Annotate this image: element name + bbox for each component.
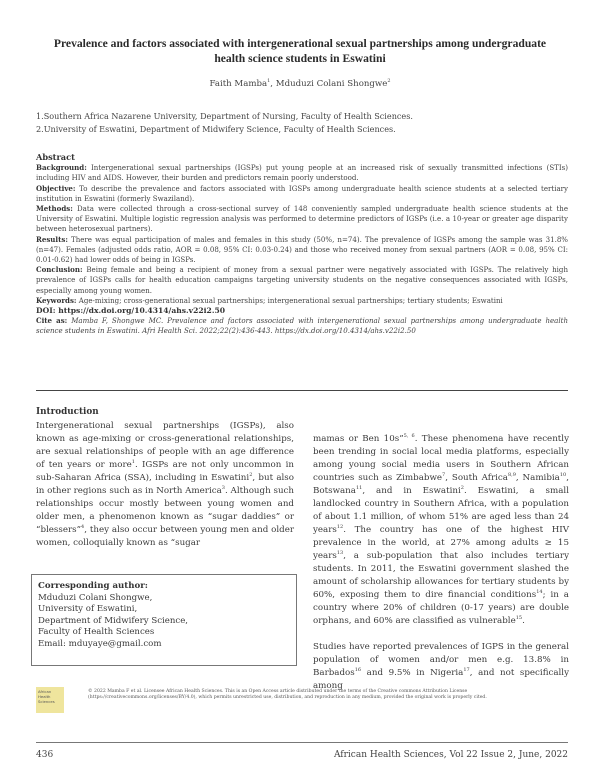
paragraph-text: . The country has one of the highest HIV prevalence in the world, at 27% among adults ≥ 15 years [313, 525, 569, 561]
paragraph-text: , Namibia [515, 473, 560, 483]
section-label: Objective: [36, 183, 76, 193]
reference-mark[interactable]: 3 [221, 485, 225, 492]
journal-logo [36, 687, 64, 713]
reference-mark[interactable]: 15 [515, 615, 523, 622]
paragraph-text: , and not specifically among [313, 668, 569, 691]
section-text: Age-mixing; cross-generational sexual partnerships; intergenerational sexual partnerships; tertiary students; Eswatini [76, 295, 503, 305]
corresponding-line: Mduduzi Colani Shongwe, [38, 592, 153, 603]
paragraph-text: , a sub-population that also includes tertiary students. In 2011, the Eswatini government slashed the amount of scholarship allowances for tertiary students by 60%, exposing them to dire financial conditions [313, 551, 569, 600]
reference-mark[interactable]: 2 [249, 472, 253, 479]
paragraph-text: . These phenomena have recently been trending in social local media platforms, especially among young social media users in Southern African countries such as Zimbabwe [313, 434, 569, 483]
author-line [40, 79, 560, 89]
paragraph-text: mamas or Ben 10s” [313, 434, 404, 444]
paragraph-text: . IGSPs are not only uncommon in sub-Saharan Africa (SSA), including in Eswatini [36, 460, 294, 483]
section-text: Data were collected through a cross-sectional survey of 148 conveniently sampled undergraduate health science students at the University of Eswatini. Multiple logistic regression analysis was performed to determine predictors of IGSPs (i.e. a 10-year or greater age disparity between heterosexual partners). [36, 204, 568, 234]
section-text: Being female and being a recipient of money from a sexual partner were negatively associated with IGSPs. The relatively high prevalence of IGSPs calls for health education campaigns targeting university students on the negative consequences associated with IGSPs, especially among young women. [36, 265, 568, 295]
paragraph-text: , South Africa [445, 473, 508, 483]
reference-mark[interactable]: 14 [536, 589, 543, 596]
abstract-keywords [36, 296, 568, 306]
corresponding-line: Faculty of Health Sciences [38, 627, 155, 637]
reference-mark[interactable]: 8,9 [507, 472, 516, 479]
reference-mark[interactable]: 4 [81, 524, 85, 531]
section-divider [36, 390, 568, 391]
author-name: Faith Mamba [209, 79, 268, 89]
reference-mark[interactable]: 11 [355, 485, 363, 492]
license-notice: © 2022 Mamba F et al. Licensee African Health Sciences. This is an Open Access article distributed under the terms of the Creative commons Attribution License (https://creativecommons.org/licenses/BY/4.0), which permits unrestricted use, distribution, and reproduction in any medium, provided the original work is properly cited. [88, 689, 487, 701]
reference-mark[interactable]: 2 [460, 485, 464, 492]
reference-mark[interactable]: 5, 6 [403, 433, 415, 440]
doi-link[interactable]: DOI: https://dx.doi.org/10.4314/ahs.v22i2.50 [36, 306, 226, 316]
body-paragraph [313, 433, 569, 628]
page-number: 436 [36, 750, 54, 760]
paragraph-text: , they also occur between young men and older women, colloquially known as “sugar [36, 525, 294, 548]
abstract-heading: Abstract [36, 152, 75, 162]
paragraph-text: , and in Eswatini [362, 486, 461, 496]
reference-mark[interactable]: 1 [131, 459, 135, 466]
affiliation-mark: 1 [267, 78, 271, 85]
section-label: Results: [36, 234, 68, 244]
reference-mark[interactable]: 13 [336, 550, 344, 557]
corresponding-email[interactable]: Email: mduyaye@gmail.com [38, 638, 162, 649]
section-label: Methods: [36, 204, 73, 214]
cite-as [36, 316, 568, 336]
affiliation-line: 2.University of Eswatini, Department of Midwifery Science, Faculty of Health Sciences. [36, 124, 396, 134]
intro-heading: Introduction [36, 407, 99, 417]
corresponding-heading: Corresponding author: [38, 581, 148, 591]
paragraph-text: . Although such relationships occur mostly between young women and older men, a phenomenon known as “sugar daddies” or “blessers” [36, 486, 294, 535]
paragraph-text: , but also in other regions such as in North America [36, 473, 294, 496]
citation-text: Mamba F, Shongwe MC. Prevalence and factors associated with intergenerational sexual partnerships among undergraduate health science students in Eswatini. Afri Health Sci. 2022;22(2):436-443. https://dx.doi.org/10.4314/ahs.v22i2.50 [36, 316, 568, 336]
section-text: There was equal participation of males and females in this study (50%, n=74). The prevalence of IGSPs among the sample was 31.8% (n=47). Females (adjusted odds ratio, AOR = 0.08, 95% CI: 0.03-0.24) and those who received money from sexual partners (AOR = 0.08, 95% CI: 0.01-0.62) had lower odds of being in IGSPs. [36, 234, 568, 265]
reference-mark[interactable]: 16 [354, 667, 362, 674]
paragraph-text: . [522, 616, 525, 626]
affiliations [36, 110, 413, 136]
body-paragraph [313, 641, 569, 693]
section-label: Conclusion: [36, 265, 83, 275]
footer-divider [36, 742, 568, 743]
abstract-section [36, 152, 568, 337]
paragraph-text: Studies have reported prevalences of IGPS in the general population of women and/or men e.g. 13.8% in Barbados [313, 642, 569, 678]
section-label: Cite as: [36, 316, 68, 326]
corresponding-author-box [31, 574, 297, 666]
author-separator: , [270, 79, 276, 89]
left-column [36, 406, 294, 550]
corresponding-line: Department of Midwifery Science, [38, 615, 189, 626]
abstract-results [36, 235, 568, 266]
paragraph-text: Intergenerational sexual partnerships (IGSPs), also known as age-mixing or cross-generational relationships, are sexual relationships of people with an age difference of ten years or more [36, 421, 294, 470]
section-label: Keywords: [36, 295, 77, 305]
journal-citation: African Health Sciences, Vol 22 Issue 2, June, 2022 [333, 750, 568, 760]
logo-text: Health Sciences [38, 694, 55, 704]
article-title: Prevalence and factors associated with intergenerational sexual partnerships among undergraduate health science students in Eswatini [53, 37, 547, 65]
abstract-conclusion [36, 265, 568, 296]
abstract-background [36, 163, 568, 183]
section-label: Background: [36, 163, 87, 173]
paragraph-text: ; in a country where 20% of children (0-17 years) are double orphans, and 60% are classified as vulnerable [313, 590, 569, 626]
logo-text: African [38, 689, 52, 694]
corresponding-line: University of Eswatini, [38, 604, 138, 614]
abstract-methods [36, 204, 568, 235]
reference-mark[interactable]: 7 [442, 472, 446, 479]
section-text: To describe the prevalence and factors associated with IGSPs among undergraduate health science students at a selected tertiary institution in Eswatini (formerly Swaziland). [36, 183, 568, 203]
intro-paragraph [36, 420, 294, 550]
affiliation-mark: 2 [387, 78, 391, 85]
reference-mark[interactable]: 17 [463, 667, 470, 674]
abstract-objective [36, 184, 568, 204]
right-column [313, 433, 569, 693]
section-text: Intergenerational sexual partnerships (IGSPs) put young people at an increased risk of sexually transmitted infections (STIs) including HIV and AIDS. However, their burden and predictors remain poorly understood. [36, 163, 568, 183]
paragraph-text: , Botswana [313, 473, 569, 496]
reference-mark[interactable]: 12 [336, 524, 344, 531]
affiliation-line: 1.Southern Africa Nazarene University, Department of Nursing, Faculty of Health Sciences. [36, 111, 413, 121]
reference-mark[interactable]: 10 [559, 472, 567, 479]
author-name: Mduduzi Colani Shongwe [275, 79, 388, 89]
paragraph-text: and 9.5% in Nigeria [361, 668, 464, 678]
paragraph-text: . Eswatini, a small landlocked country in Southern Africa, with a population of about 1.1 million, of whom 51% are aged less than 24 years [313, 486, 569, 535]
